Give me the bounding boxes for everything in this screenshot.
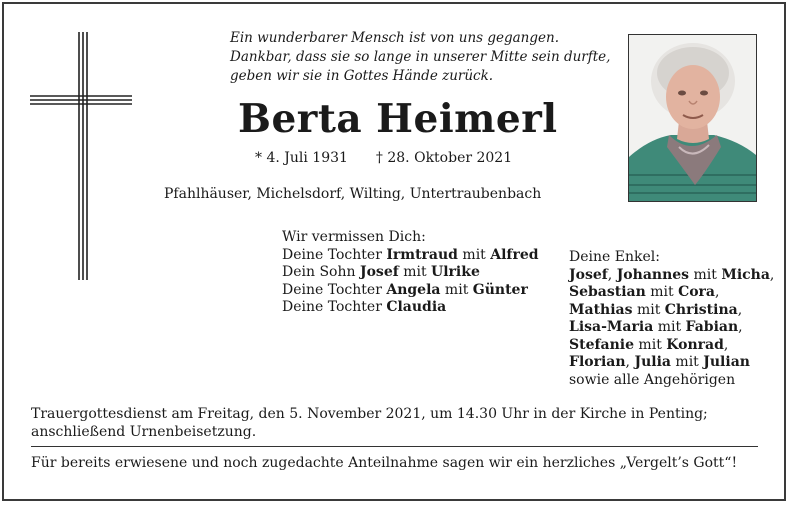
family-heading: Wir vermissen Dich: xyxy=(282,229,426,245)
grandchild-name: Sebastian xyxy=(569,284,646,300)
connector-text: , xyxy=(769,266,775,283)
grandchild-line xyxy=(569,284,774,302)
grandchild-line xyxy=(569,372,774,390)
connector-text: mit xyxy=(689,266,722,283)
grandchild-line xyxy=(569,267,774,285)
birth-date: * 4. Juli 1931 xyxy=(255,150,348,166)
grandchildren-heading: Deine Enkel: xyxy=(569,249,660,265)
connector-text: , xyxy=(737,301,743,318)
grandchildren-list xyxy=(569,249,774,389)
divider xyxy=(31,446,758,447)
connector-text: mit xyxy=(632,301,665,318)
service-line: Trauergottesdienst am Freitag, den 5. November 2021, um 14.30 Uhr in der Kirche in Penting; xyxy=(31,406,708,422)
grandchild-name: Julia xyxy=(634,354,671,370)
connector-text: mit xyxy=(440,281,473,298)
grandchild-line xyxy=(569,354,774,372)
relative-name: Claudia xyxy=(386,299,447,315)
family-line xyxy=(282,299,539,317)
portrait-photo xyxy=(628,34,757,202)
partner-name: Günter xyxy=(472,281,528,298)
connector-text: mit xyxy=(633,336,667,353)
connector-text: mit xyxy=(398,264,432,280)
grandchild-line xyxy=(569,337,774,355)
grandchild-line xyxy=(569,319,774,337)
relation-text: Dein Sohn xyxy=(282,264,360,280)
quote-line: geben wir sie in Gottes Hände zurück. xyxy=(230,68,494,84)
family-list xyxy=(282,229,539,317)
relative-name: Angela xyxy=(386,281,441,298)
memorial-quote xyxy=(230,29,610,86)
connector-text: , xyxy=(723,336,729,353)
grandchild-name: Stefanie xyxy=(569,336,634,353)
deceased-name: Berta Heimerl xyxy=(238,96,558,142)
relative-name: Josef xyxy=(359,264,399,280)
connector-text: mit xyxy=(670,354,704,370)
relation-text: Deine Tochter xyxy=(282,281,387,298)
grandchild-name: Mathias xyxy=(569,301,633,318)
cross-icon xyxy=(30,32,132,280)
relative-name: Irmtraud xyxy=(386,246,458,263)
grandchild-name: Cora xyxy=(678,284,716,300)
relation-text: Deine Tochter xyxy=(282,246,387,263)
family-line xyxy=(282,247,539,265)
home-places: Pfahlhäuser, Michelsdorf, Wilting, Untertraubenbach xyxy=(164,186,542,202)
grandchild-name: Josef xyxy=(569,266,608,283)
quote-line: Dankbar, dass sie so lange in unserer Mitte sein durfte, xyxy=(230,49,611,65)
connector-text: , xyxy=(625,354,635,370)
grandchild-name: Johannes xyxy=(616,266,690,283)
grandchild-line xyxy=(569,302,774,320)
quote-line: Ein wunderbarer Mensch ist von uns gegangen. xyxy=(230,30,559,46)
family-line xyxy=(282,264,539,282)
connector-text: mit xyxy=(457,246,491,263)
connector-text: mit xyxy=(645,284,679,300)
death-date: † 28. Oktober 2021 xyxy=(375,150,513,166)
connector-text: , xyxy=(607,266,617,283)
funeral-service-info xyxy=(31,406,708,441)
partner-name: Ulrike xyxy=(431,264,480,280)
grandchild-name: Christina xyxy=(664,301,738,318)
life-dates xyxy=(255,150,512,166)
partner-name: Alfred xyxy=(490,246,539,263)
connector-text: mit xyxy=(653,319,686,335)
connector-text: , xyxy=(715,284,720,300)
grandchild-name: Micha xyxy=(721,266,770,283)
grandchild-name: Konrad xyxy=(666,336,724,353)
grandchild-name: Julian xyxy=(703,354,750,370)
grandchild-name: Florian xyxy=(569,354,626,370)
grandchild-name: Fabian xyxy=(685,319,739,335)
grandchild-name: Lisa-Maria xyxy=(569,319,654,335)
relation-text: Deine Tochter xyxy=(282,299,387,315)
service-line: anschließend Urnenbeisetzung. xyxy=(31,423,257,440)
family-line xyxy=(282,282,539,300)
connector-text: sowie alle Angehörigen xyxy=(569,371,736,388)
grandchildren-lines xyxy=(569,267,774,390)
thanks-note: Für bereits erwiesene und noch zugedachte Anteilnahme sagen wir ein herzliches „Vergelt’s Gott“! xyxy=(31,455,738,471)
connector-text: , xyxy=(738,319,743,335)
